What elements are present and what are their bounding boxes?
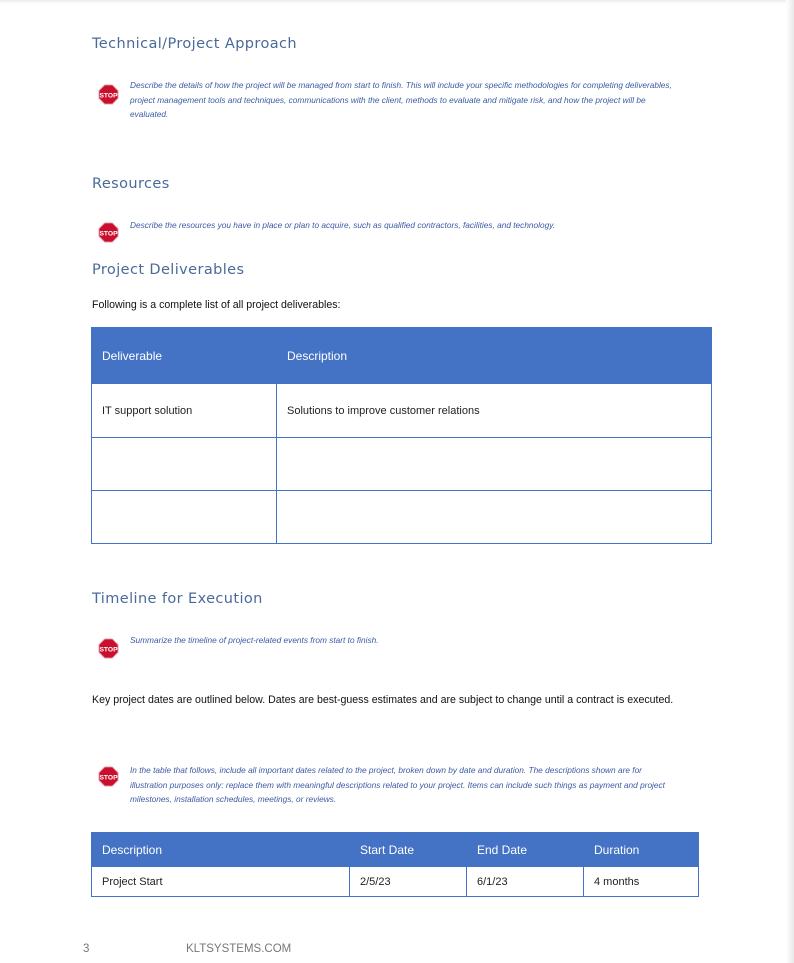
- stop-icon-label: STOP: [99, 774, 118, 782]
- heading-resources: Resources: [92, 176, 170, 192]
- cell-deliverable[interactable]: [92, 491, 277, 544]
- timeline-note: Summarize the timeline of project-related events from start to finish.: [130, 635, 379, 645]
- footer-site: KLTSYSTEMS.COM: [186, 943, 292, 955]
- table-row: [92, 384, 712, 438]
- timeline-table-note: In the table that follows, include all important dates related to the project, broken down by date and duration. The descriptions shown are for illustration purposes only: replace them with meaningful descriptions related to your project. Items can include such things as payment and project milestones, installation schedules, meetings, or reviews.: [130, 765, 665, 804]
- cell-description[interactable]: Project Start: [92, 867, 350, 897]
- header-deliverable: Deliverable: [92, 328, 277, 384]
- stop-icon: [98, 84, 119, 105]
- table-row: [92, 438, 712, 491]
- stop-icon: [98, 638, 119, 659]
- table-row: [92, 491, 712, 544]
- stop-icon: [98, 222, 119, 243]
- timeline-table: [91, 832, 699, 897]
- heading-technical-approach: Technical/Project Approach: [92, 36, 297, 52]
- cell-end-date[interactable]: 6/1/23: [467, 867, 584, 897]
- deliverables-intro: Following is a complete list of all project deliverables:: [92, 299, 341, 311]
- table-header-row: [92, 328, 712, 384]
- page-number: 3: [83, 943, 90, 955]
- cell-start-date[interactable]: 2/5/23: [350, 867, 467, 897]
- page-top-edge: [0, 0, 794, 4]
- cell-description[interactable]: [277, 438, 712, 491]
- stop-icon: [98, 766, 119, 787]
- table-header-row: [92, 833, 699, 867]
- header-description: Description: [277, 328, 712, 384]
- stop-icon-label: STOP: [99, 646, 118, 654]
- approach-note: Describe the details of how the project will be managed from start to finish. This will include your specific methodologies for completing deliverables, project management tools and techniques, communications with the client, methods to evaluate and mitigate risk, and how the project will be evaluated.: [130, 80, 672, 119]
- deliverables-table: [91, 327, 712, 544]
- cell-deliverable[interactable]: IT support solution: [92, 384, 277, 438]
- cell-duration[interactable]: 4 months: [584, 867, 699, 897]
- stop-icon-label: STOP: [99, 92, 118, 100]
- header-end-date: End Date: [467, 833, 584, 867]
- stop-icon-label: STOP: [99, 230, 118, 238]
- cell-description[interactable]: Solutions to improve customer relations: [277, 384, 712, 438]
- header-duration: Duration: [584, 833, 699, 867]
- cell-description[interactable]: [277, 491, 712, 544]
- timeline-paragraph: Key project dates are outlined below. Dates are best-guess estimates and are subject to change until a contract is executed.: [92, 694, 674, 706]
- cell-deliverable[interactable]: [92, 438, 277, 491]
- resources-note: Describe the resources you have in place or plan to acquire, such as qualified contractors, facilities, and technology.: [130, 220, 556, 230]
- table-row: [92, 867, 699, 897]
- page-right-edge: [786, 0, 794, 963]
- header-start-date: Start Date: [350, 833, 467, 867]
- heading-project-deliverables: Project Deliverables: [92, 262, 245, 278]
- heading-timeline: Timeline for Execution: [92, 591, 263, 607]
- header-description: Description: [92, 833, 350, 867]
